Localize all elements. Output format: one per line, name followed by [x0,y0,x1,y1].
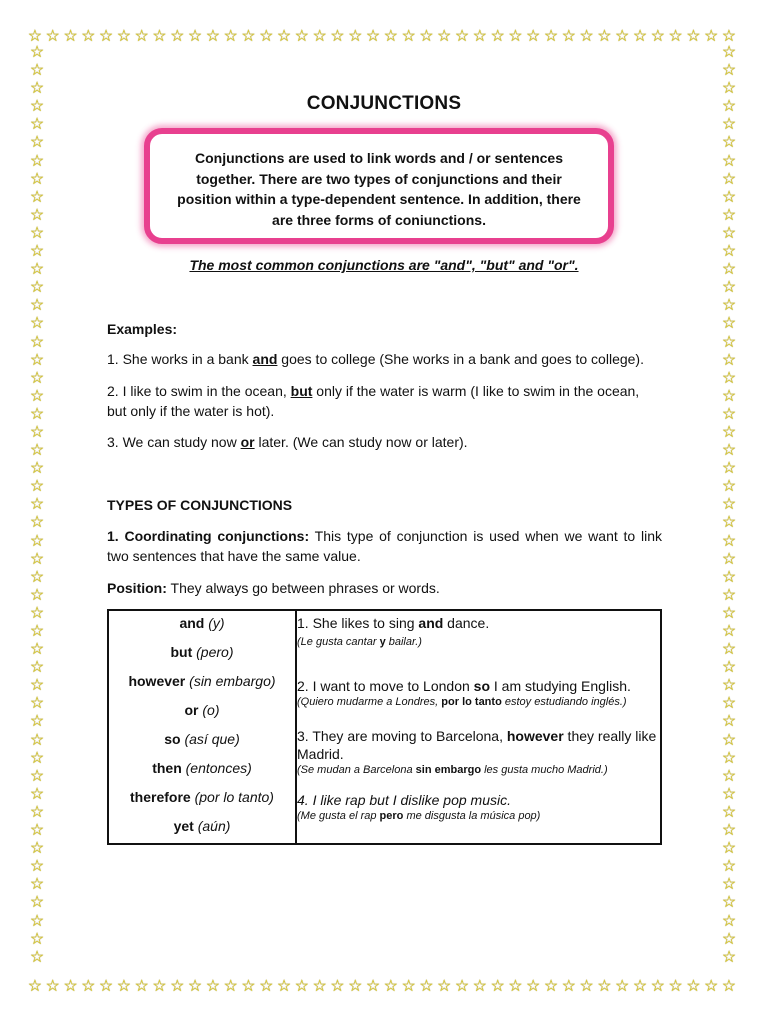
star-icon: ☆ [29,315,45,333]
star-icon: ☆ [45,28,60,45]
star-icon: ☆ [721,731,737,749]
star-icon: ☆ [29,478,45,496]
example-text: 2. I like to swim in the ocean, [107,383,291,399]
star-icon: ☆ [29,98,45,116]
star-icon: ☆ [561,978,576,995]
star-icon: ☆ [508,28,523,45]
star-icon: ☆ [29,677,45,695]
star-icon: ☆ [29,460,45,478]
star-icon: ☆ [721,894,737,912]
star-icon: ☆ [29,713,45,731]
position-line [107,578,662,598]
star-icon: ☆ [721,369,737,387]
star-icon: ☆ [721,550,737,568]
star-icon: ☆ [29,116,45,134]
star-icon: ☆ [29,261,45,279]
star-icon: ☆ [721,659,737,677]
star-icon: ☆ [330,28,345,45]
example-text: 1. She works in a bank [107,351,253,367]
star-icon: ☆ [29,387,45,405]
star-icon: ☆ [187,28,203,45]
examples-heading: Examples: [107,321,178,337]
example-keyword: but [290,383,313,399]
star-icon: ☆ [29,822,45,840]
star-icon: ☆ [312,28,327,45]
star-icon: ☆ [437,28,452,45]
star-icon: ☆ [721,170,737,188]
star-icon: ☆ [721,28,737,45]
star-icon: ☆ [259,978,274,995]
example-sentences [296,610,661,844]
star-icon: ☆ [29,152,45,170]
star-icon: ☆ [330,978,345,995]
star-icon: ☆ [29,243,45,261]
star-icon: ☆ [721,876,737,894]
star-icon: ☆ [170,978,185,995]
types-heading: TYPES OF CONJUNCTIONS [107,497,293,513]
star-icon: ☆ [29,948,45,966]
star-icon: ☆ [721,460,737,478]
star-icon: ☆ [721,532,737,550]
star-icon: ☆ [650,28,665,45]
star-icon: ☆ [29,297,45,315]
star-icon: ☆ [721,803,737,821]
example-keyword: and [252,351,278,367]
star-icon: ☆ [668,978,683,995]
star-icon: ☆ [615,28,630,45]
star-icon: ☆ [632,978,648,995]
star-icon: ☆ [721,206,737,224]
star-icon: ☆ [29,550,45,568]
example-text: 3. We can study now [107,434,241,450]
star-icon: ☆ [721,514,737,532]
star-icon: ☆ [134,28,149,45]
conjunction-item: and (y) [179,615,225,631]
star-icon: ☆ [27,978,43,995]
star-icon: ☆ [721,713,737,731]
star-icon: ☆ [29,62,45,80]
star-icon: ☆ [29,80,45,98]
coordinating-label: 1. Coordinating conjunctions: [107,528,310,544]
star-icon: ☆ [29,532,45,550]
star-icon: ☆ [29,604,45,622]
example-text: only if the water is warm (I like to swim in the ocean, but only if the water is hot). [107,383,640,419]
star-icon: ☆ [294,28,310,45]
star-icon: ☆ [579,28,594,45]
example-text: goes to college (She works in a bank and goes to college). [277,351,644,367]
table-example-2: 2. I want to move to London so I am studying English. (Quiero mudarme a Londres, por lo tanto estoy estudiando inglés.) [297,678,631,708]
star-icon: ☆ [721,641,737,659]
position-text: They always go between phrases or words. [166,580,440,596]
star-icon: ☆ [187,978,203,995]
star-icon: ☆ [508,978,523,995]
star-icon: ☆ [721,930,737,948]
star-icon: ☆ [721,978,737,995]
star-icon: ☆ [134,978,149,995]
star-icon: ☆ [721,749,737,767]
star-icon: ☆ [721,134,737,152]
star-icon: ☆ [29,623,45,640]
star-icon: ☆ [597,978,612,995]
conjunction-item: or (o) [184,702,220,718]
example-2 [107,381,662,421]
star-icon: ☆ [526,28,541,45]
star-icon: ☆ [721,351,737,369]
star-icon: ☆ [241,28,256,45]
star-icon: ☆ [721,840,737,858]
star-icon: ☆ [561,28,576,45]
conjunction-list [108,610,296,844]
star-icon: ☆ [241,978,256,995]
star-icon: ☆ [29,496,45,514]
example-keyword: or [240,434,255,450]
star-icon: ☆ [721,224,737,242]
star-icon: ☆ [721,623,737,640]
star-icon: ☆ [383,28,398,45]
star-icon: ☆ [721,478,737,496]
star-icon: ☆ [29,930,45,948]
star-icon: ☆ [29,749,45,767]
star-icon: ☆ [29,188,45,206]
star-icon: ☆ [365,978,381,995]
conjunction-item: however (sin embargo) [128,673,276,689]
star-icon: ☆ [721,80,737,98]
common-conjunctions-note: The most common conjunctions are "and", "but" and "or". [189,257,579,273]
star-icon: ☆ [205,28,221,45]
conjunction-item: then (entonces) [152,760,252,776]
star-icon: ☆ [29,279,45,297]
star-icon: ☆ [205,978,221,995]
star-icon: ☆ [721,948,737,966]
star-icon: ☆ [29,731,45,749]
star-icon: ☆ [579,978,594,995]
example-1 [107,349,662,369]
star-icon: ☆ [294,978,310,995]
star-icon: ☆ [29,224,45,242]
conjunction-item: so (así que) [164,731,240,747]
star-icon: ☆ [704,28,719,45]
star-icon: ☆ [721,604,737,622]
intro-box [144,128,614,244]
star-icon: ☆ [721,423,737,441]
star-icon: ☆ [721,858,737,876]
coordinating-description [107,526,662,566]
star-icon: ☆ [721,695,737,713]
coordinating-text: This type of conjunction is used when we want to link two sentences that have the same value. [107,528,662,564]
star-icon: ☆ [490,978,505,995]
star-icon: ☆ [721,315,737,333]
star-icon: ☆ [29,641,45,659]
star-icon: ☆ [63,978,78,995]
table-example-1: 1. She likes to sing and dance. (Le gusta cantar y bailar.) [297,615,490,648]
star-icon: ☆ [704,978,719,995]
star-icon: ☆ [721,767,737,785]
star-icon: ☆ [29,333,45,351]
conjunction-item: therefore (por lo tanto) [130,789,274,805]
star-icon: ☆ [721,912,737,930]
star-icon: ☆ [668,28,683,45]
star-icon: ☆ [223,978,238,995]
position-label: Position: [107,580,167,596]
star-icon: ☆ [721,297,737,315]
star-icon: ☆ [454,978,470,995]
star-icon: ☆ [721,116,737,134]
star-icon: ☆ [29,514,45,532]
star-icon: ☆ [29,170,45,188]
star-icon: ☆ [721,44,737,61]
star-icon: ☆ [29,785,45,803]
star-icon: ☆ [721,496,737,514]
star-icon: ☆ [721,822,737,840]
star-icon: ☆ [721,333,737,351]
star-icon: ☆ [721,279,737,297]
star-icon: ☆ [472,978,487,995]
star-icon: ☆ [276,28,292,45]
star-icon: ☆ [721,188,737,206]
conjunction-item: yet (aún) [173,818,231,834]
star-icon: ☆ [29,912,45,930]
star-icon: ☆ [152,28,167,45]
star-icon: ☆ [721,387,737,405]
star-icon: ☆ [29,858,45,876]
table-example-4: 4. I like rap but I dislike pop music. (Me gusta el rap pero me disgusta la música pop) [297,792,541,822]
star-icon: ☆ [348,978,363,995]
star-icon: ☆ [686,978,701,995]
star-icon: ☆ [632,28,648,45]
star-icon: ☆ [686,28,701,45]
conjunctions-table [107,609,662,845]
star-icon: ☆ [29,840,45,858]
star-border-bottom [26,976,742,998]
star-icon: ☆ [29,876,45,894]
star-icon: ☆ [29,767,45,785]
star-icon: ☆ [98,978,114,995]
star-icon: ☆ [29,206,45,224]
star-icon: ☆ [29,44,45,61]
star-icon: ☆ [454,28,470,45]
star-icon: ☆ [29,423,45,441]
star-icon: ☆ [45,978,60,995]
star-icon: ☆ [721,261,737,279]
star-border-right [718,44,740,978]
star-icon: ☆ [419,978,434,995]
star-icon: ☆ [29,803,45,821]
star-icon: ☆ [29,695,45,713]
star-icon: ☆ [721,586,737,604]
star-icon: ☆ [401,28,416,45]
star-icon: ☆ [116,28,132,45]
star-icon: ☆ [721,405,737,423]
star-icon: ☆ [29,894,45,912]
star-icon: ☆ [29,568,45,586]
star-icon: ☆ [650,978,665,995]
star-border-top [26,26,742,48]
star-icon: ☆ [721,243,737,261]
star-icon: ☆ [29,369,45,387]
star-icon: ☆ [543,28,559,45]
star-icon: ☆ [721,442,737,460]
star-icon: ☆ [29,351,45,369]
star-icon: ☆ [401,978,416,995]
star-icon: ☆ [29,134,45,152]
conjunction-item: but (pero) [170,644,234,660]
star-icon: ☆ [29,659,45,677]
star-icon: ☆ [29,586,45,604]
star-icon: ☆ [526,978,541,995]
star-icon: ☆ [419,28,434,45]
intro-text: Conjunctions are used to link words and / or sentences together. There are two types of conjunctions and their position within a type-dependent sentence. In addition, there are three forms of coniunctions. [177,150,581,228]
star-icon: ☆ [27,28,43,45]
star-border-left [26,44,48,978]
star-icon: ☆ [259,28,274,45]
star-icon: ☆ [721,152,737,170]
star-icon: ☆ [152,978,167,995]
star-icon: ☆ [29,405,45,423]
star-icon: ☆ [383,978,398,995]
star-icon: ☆ [223,28,238,45]
page-title: CONJUNCTIONS [306,93,462,114]
star-icon: ☆ [721,785,737,803]
star-icon: ☆ [170,28,185,45]
star-icon: ☆ [98,28,114,45]
star-icon: ☆ [721,98,737,116]
star-icon: ☆ [472,28,487,45]
example-3 [107,432,662,452]
star-icon: ☆ [615,978,630,995]
star-icon: ☆ [597,28,612,45]
table-example-3: 3. They are moving to Barcelona, however they really like Madrid. (Se mudan a Barcelona sin embargo les gusta mucho Madrid.) [297,728,657,776]
star-icon: ☆ [312,978,327,995]
star-icon: ☆ [721,62,737,80]
star-icon: ☆ [490,28,505,45]
star-icon: ☆ [437,978,452,995]
star-icon: ☆ [81,978,96,995]
star-icon: ☆ [116,978,132,995]
star-icon: ☆ [63,28,78,45]
star-icon: ☆ [276,978,292,995]
example-text: later. (We can study now or later). [254,434,468,450]
star-icon: ☆ [81,28,96,45]
star-icon: ☆ [365,28,381,45]
star-icon: ☆ [721,568,737,586]
star-icon: ☆ [543,978,559,995]
star-icon: ☆ [29,442,45,460]
star-icon: ☆ [348,28,363,45]
star-icon: ☆ [721,677,737,695]
